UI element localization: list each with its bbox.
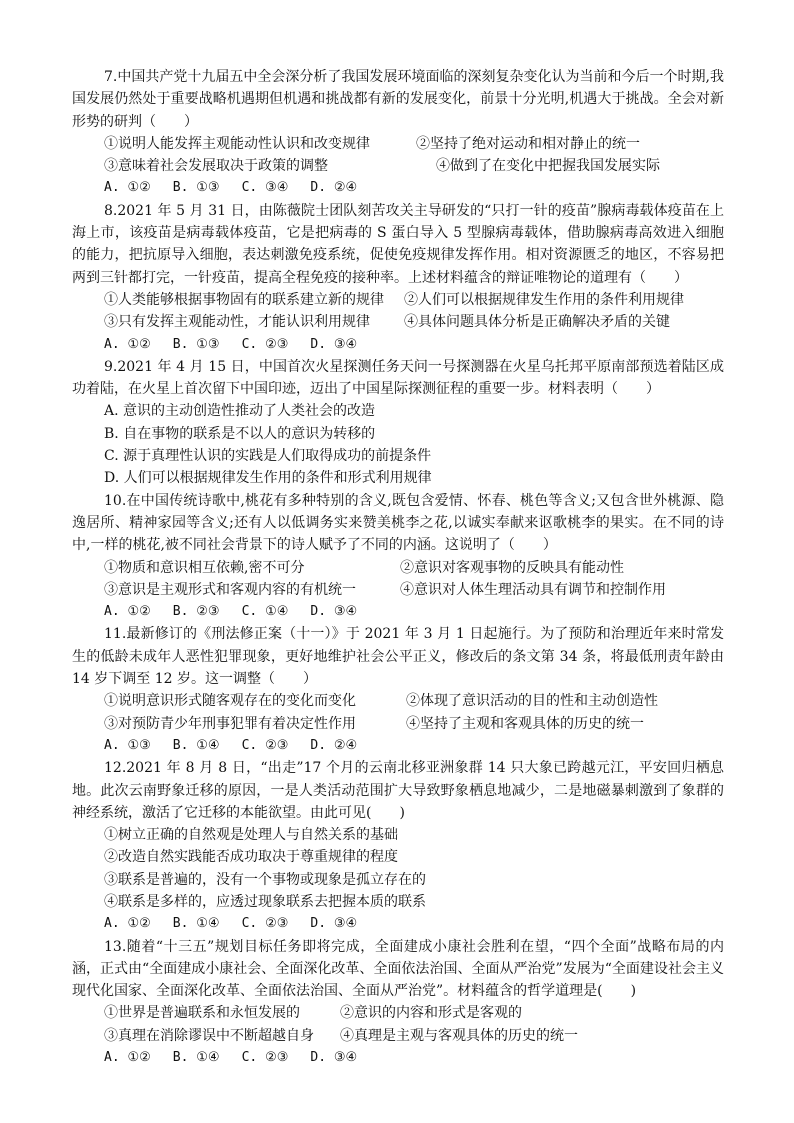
option-3: ③真理在消除谬误中不断超越自身	[104, 1027, 314, 1044]
option-4: ④做到了在变化中把握我国发展实际	[436, 158, 660, 175]
option-d: D. 人们可以根据规律发生作用的条件和形式利用规律	[104, 470, 432, 487]
answer-b: B. ②③	[172, 604, 220, 620]
option-4: ④意识对人体生理活动具有调节和控制作用	[400, 581, 666, 598]
option-1: ①人类能够根据事物固有的联系建立新的规律	[104, 291, 384, 308]
option-2: ②意识对客观事物的反映具有能动性	[400, 559, 624, 576]
option-row	[72, 713, 724, 735]
answer-choices	[72, 1047, 724, 1069]
answer-choices	[72, 735, 724, 757]
question-11	[72, 623, 724, 757]
option-4: ④真理是主观与客观具体的历史的统一	[340, 1027, 578, 1044]
answer-d: D. ③④	[310, 1050, 358, 1066]
exam-page	[72, 66, 724, 1069]
answer-a: A. ①②	[104, 916, 151, 932]
answer-a: A. ①②	[104, 1050, 151, 1066]
option-2: ②改造自然实践能否成功取决于尊重规律的程度	[104, 849, 398, 866]
option-row	[72, 1002, 724, 1024]
option-c: C. 源于真理性认识的实践是人们取得成功的前提条件	[104, 448, 432, 465]
answer-b: B. ①③	[172, 180, 220, 196]
question-stem: 11.最新修订的《刑法修正案（十一）》于 2021 年 3 月 1 日起施行。为了预防和治理近年来时常发生的低龄未成年人恶性犯罪现象，更好地维护社会公平正义，修改后的条文第 34 条，将最低刑责年龄由 14 岁下调至 12 岁。这一调整（ ）	[72, 626, 724, 688]
answer-d: D. ③④	[310, 604, 358, 620]
option-b: B. 自在事物的联系是不以人的意识为转移的	[104, 425, 376, 442]
answer-c: C. ②③	[241, 336, 289, 352]
option-1: ①物质和意识相互依赖,密不可分	[104, 559, 305, 576]
answer-d: D. ②④	[310, 737, 358, 753]
option-1: ①世界是普遍联系和永恒发展的	[104, 1005, 300, 1022]
answer-a: A. ①②	[104, 336, 151, 352]
question-10	[72, 490, 724, 624]
option-row	[72, 690, 724, 712]
answer-choices	[72, 601, 724, 623]
answer-a: A. ①③	[104, 737, 151, 753]
option-4: ④具体问题具体分析是正确解决矛盾的关键	[404, 314, 670, 331]
question-stem: 9.2021 年 4 月 15 日，中国首次火星探测任务天问一号探测器在火星乌托邦平原南部预选着陆区成功着陆，在火星上首次留下中国印迹，迈出了中国星际探测征程的重要一步。材料表明（ ）	[72, 358, 724, 398]
option-3: ③只有发挥主观能动性，才能认识利用规律	[104, 314, 370, 331]
question-12	[72, 757, 724, 935]
option-row	[72, 133, 724, 155]
question-stem: 8.2021 年 5 月 31 日，由陈薇院士团队刻苦攻关主导研发的“只打一针的疫苗”腺病毒载体疫苗在上海上市，该疫苗是病毒载体疫苗，它是把病毒的 S 蛋白导入 5 型腺病毒载体，借助腺病毒高效进入细胞的能力，把抗原导入细胞，表达刺激免疫系统，促使免疫规律发挥作用。相对资源匮乏的地区，不容易把两到三针都打完，一针疫苗，提高全程免疫的接种率。上述材料蕴含的辩证唯物论的道理有（ ）	[72, 202, 724, 286]
option-row	[72, 579, 724, 601]
question-9	[72, 356, 724, 490]
question-stem: 12.2021 年 8 月 8 日，“出走”17 个月的云南北移亚洲象群 14 只大象已跨越元江，平安回归栖息地。此次云南野象迁移的原因，一是人类活动范围扩大导致野象栖息地减少，二是地磁暴刺激到了象群的神经系统，激活了它迁移的本能欲望。由此可见( )	[72, 760, 724, 821]
option-2: ②体现了意识活动的目的性和主动创造性	[406, 693, 658, 710]
answer-d: D. ②④	[310, 180, 358, 196]
answer-d: D. ③④	[310, 336, 358, 352]
question-stem: 7.中国共产党十九届五中全会深分析了我国发展环境面临的深刻复杂变化认为当前和今后一个时期,我国发展仍然处于重要战略机遇期但机遇和挑战都有新的发展变化，前景十分光明,机遇大于挑战。全会对新形势的研判（ ）	[72, 69, 724, 130]
option-3: ③联系是普遍的，没有一个事物或现象是孤立存在的	[104, 871, 426, 888]
answer-b: B. ①④	[172, 737, 220, 753]
question-13	[72, 936, 724, 1070]
option-row	[72, 311, 724, 333]
option-3: ③意味着社会发展取决于政策的调整	[104, 158, 328, 175]
answer-b: B. ①④	[172, 1050, 220, 1066]
option-1: ①树立正确的自然观是处理人与自然关系的基础	[104, 827, 398, 844]
answer-c: C. ②③	[241, 916, 289, 932]
answer-a: A. ①②	[104, 604, 151, 620]
answer-a: A. ①②	[104, 180, 151, 196]
answer-c: C. ②③	[241, 737, 289, 753]
option-4: ④联系是多样的，应透过现象联系去把握本质的联系	[104, 893, 426, 910]
answer-c: C. ②③	[241, 1050, 289, 1066]
option-row	[72, 289, 724, 311]
option-row	[72, 155, 724, 177]
option-1: ①说明人能发挥主观能动性认识和改变规律	[104, 135, 370, 152]
question-stem: 13.随着“十三五”规划目标任务即将完成，全面建成小康社会胜利在望，“四个全面”战略布局的内涵，正式由“全面建成小康社会、全面深化改革、全面依法治国、全面从严治党”发展为“全面建设社会主义现代化国家、全面深化改革、全面依法治国、全面从严治党”。材料蕴含的哲学道理是( )	[72, 938, 724, 1000]
option-2: ②人们可以根据规律发生作用的条件利用规律	[404, 291, 684, 308]
option-a: A. 意识的主动创造性推动了人类社会的改造	[104, 403, 376, 420]
option-3: ③对预防青少年刑事犯罪有着决定性作用	[104, 715, 356, 732]
answer-c: C. ③④	[241, 180, 289, 196]
option-1: ①说明意识形式随客观存在的变化而变化	[104, 693, 356, 710]
answer-choices	[72, 177, 724, 199]
option-row	[72, 557, 724, 579]
answer-choices	[72, 913, 724, 935]
answer-b: B. ①③	[172, 336, 220, 352]
answer-choices	[72, 334, 724, 356]
answer-d: D. ③④	[310, 916, 358, 932]
option-4: ④坚持了主观和客观具体的历史的统一	[406, 715, 644, 732]
answer-c: C. ①④	[241, 604, 289, 620]
question-stem: 10.在中国传统诗歌中,桃花有多种特别的含义,既包含爱情、怀春、桃色等含义;又包含世外桃源、隐逸居所、精神家园等含义;还有人以低调务实来赞美桃李之花,以诚实奉献来讴歌桃李的果实。在不同的诗中,一样的桃花,被不同社会背景下的诗人赋予了不同的内涵。这说明了（ ）	[72, 492, 724, 554]
question-7	[72, 66, 724, 200]
option-3: ③意识是主观形式和客观内容的有机统一	[104, 581, 356, 598]
option-row	[72, 1025, 724, 1047]
answer-b: B. ①④	[172, 916, 220, 932]
question-8	[72, 200, 724, 356]
option-2: ②坚持了绝对运动和相对静止的统一	[416, 135, 640, 152]
option-2: ②意识的内容和形式是客观的	[340, 1005, 522, 1022]
